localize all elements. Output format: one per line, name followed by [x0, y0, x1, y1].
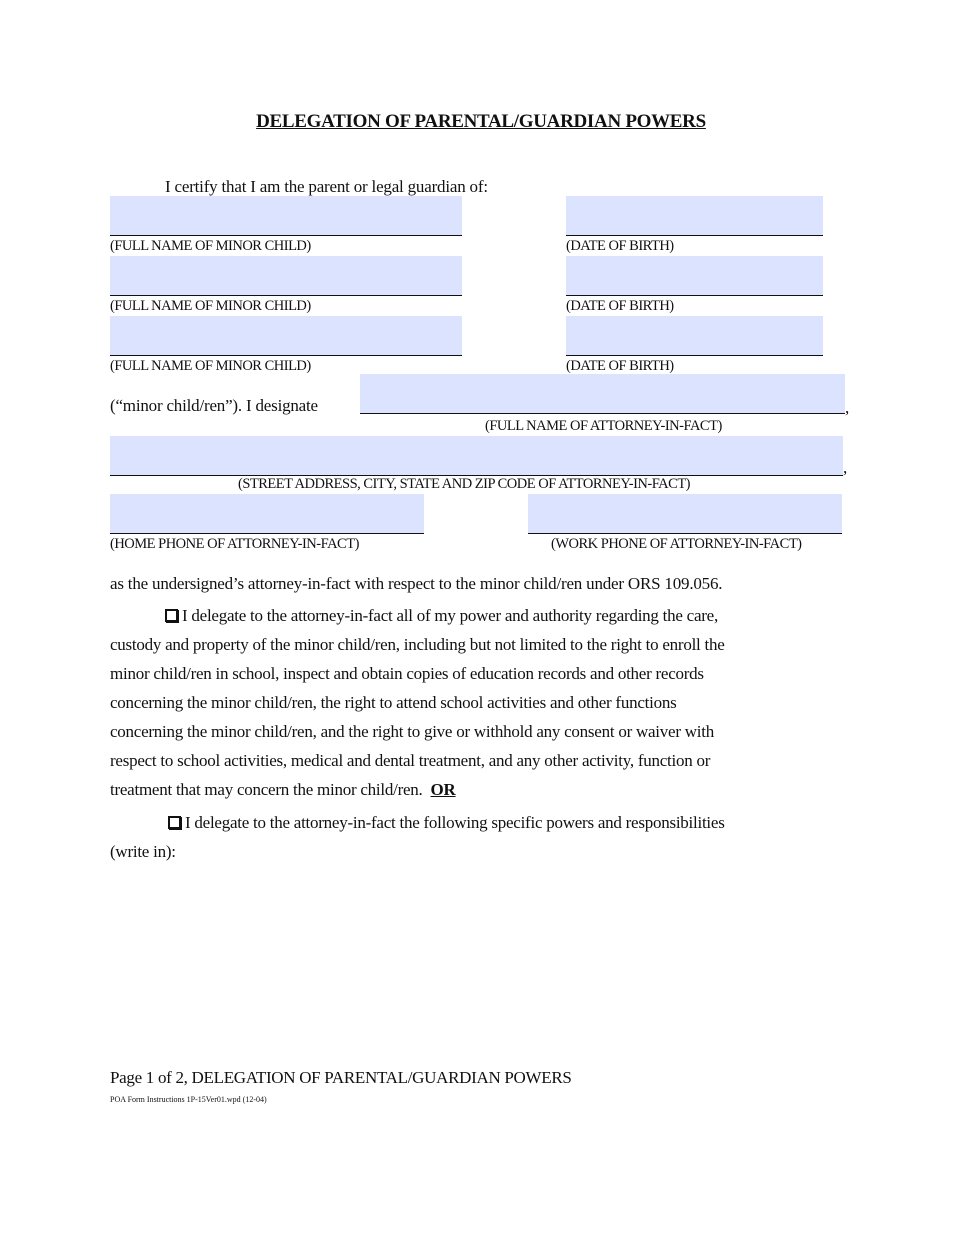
child-3-dob-input[interactable]	[566, 316, 823, 355]
child-1-name-field[interactable]	[110, 196, 462, 236]
option-2-paragraph	[110, 808, 725, 866]
work-phone-input[interactable]	[528, 494, 842, 533]
home-phone-field[interactable]	[110, 494, 424, 534]
child-1-dob-field[interactable]	[566, 196, 823, 236]
child-3-name-field[interactable]	[110, 316, 462, 356]
child-2-name-input[interactable]	[110, 256, 462, 295]
option-1-line-1: I delegate to the attorney-in-fact all of my power and authority regarding the care,	[182, 606, 718, 625]
option-2-line-1: I delegate to the attorney-in-fact the following specific powers and responsibilities	[185, 813, 725, 832]
option-1-line-6: respect to school activities, medical and dental treatment, and any other activity, function or	[110, 751, 711, 770]
option-1-checkbox[interactable]	[165, 609, 178, 622]
designate-text: (“minor child/ren”). I designate	[110, 396, 318, 415]
child-2-name-field[interactable]	[110, 256, 462, 296]
home-phone-input[interactable]	[110, 494, 424, 533]
page-footer: Page 1 of 2, DELEGATION OF PARENTAL/GUARDIAN POWERS	[110, 1068, 572, 1087]
or-text: OR	[430, 780, 456, 799]
footer-form-id: POA Form Instructions 1P-15Ver01.wpd (12-04)	[110, 1095, 267, 1104]
option-1-line-4: concerning the minor child/ren, the right to attend school activities and other functions	[110, 693, 677, 712]
certify-text: I certify that I am the parent or legal guardian of:	[165, 177, 488, 196]
child-2-dob-field[interactable]	[566, 256, 823, 296]
child-3-dob-label: (DATE OF BIRTH)	[566, 358, 674, 374]
option-2-line-2: (write in):	[110, 842, 176, 861]
attorney-name-field[interactable]	[360, 374, 845, 414]
option-1-line-3: minor child/ren in school, inspect and obtain copies of education records and other records	[110, 664, 704, 683]
child-2-dob-input[interactable]	[566, 256, 823, 295]
option-1-line-5: concerning the minor child/ren, and the right to give or withhold any consent or waiver with	[110, 722, 714, 741]
child-3-dob-field[interactable]	[566, 316, 823, 356]
undersigned-text: as the undersigned’s attorney-in-fact with respect to the minor child/ren under ORS 109.056.	[110, 574, 723, 593]
document-title: DELEGATION OF PARENTAL/GUARDIAN POWERS	[256, 111, 706, 132]
option-1-paragraph	[110, 601, 725, 804]
option-1-line-2: custody and property of the minor child/ren, including but not limited to the right to enroll the	[110, 635, 725, 654]
child-1-name-input[interactable]	[110, 196, 462, 235]
attorney-name-input[interactable]	[360, 374, 845, 413]
attorney-address-label: (STREET ADDRESS, CITY, STATE AND ZIP CODE OF ATTORNEY-IN-FACT)	[238, 476, 691, 492]
child-1-dob-input[interactable]	[566, 196, 823, 235]
attorney-name-comma: ,	[845, 398, 850, 417]
home-phone-label: (HOME PHONE OF ATTORNEY-IN-FACT)	[110, 536, 359, 552]
child-1-name-label: (FULL NAME OF MINOR CHILD)	[110, 238, 311, 254]
attorney-address-input[interactable]	[110, 436, 843, 475]
child-3-name-label: (FULL NAME OF MINOR CHILD)	[110, 358, 311, 374]
child-2-dob-label: (DATE OF BIRTH)	[566, 298, 674, 314]
option-1-line-7: treatment that may concern the minor child/ren.	[110, 780, 423, 799]
attorney-address-field[interactable]	[110, 436, 843, 476]
child-1-dob-label: (DATE OF BIRTH)	[566, 238, 674, 254]
attorney-address-comma: ,	[843, 458, 848, 477]
attorney-name-label: (FULL NAME OF ATTORNEY-IN-FACT)	[485, 418, 722, 434]
work-phone-label: (WORK PHONE OF ATTORNEY-IN-FACT)	[551, 536, 802, 552]
child-3-name-input[interactable]	[110, 316, 462, 355]
work-phone-field[interactable]	[528, 494, 842, 534]
child-2-name-label: (FULL NAME OF MINOR CHILD)	[110, 298, 311, 314]
option-2-checkbox[interactable]	[168, 816, 181, 829]
